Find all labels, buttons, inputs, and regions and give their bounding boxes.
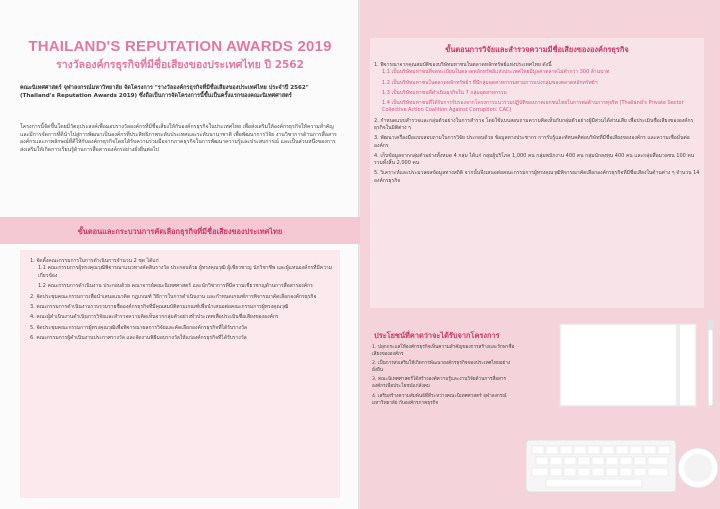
page-subtitle: รางวัลองค์กรธุรกิจที่มีชื่อเสียงของประเทศไทย ปี 2562 bbox=[56, 59, 304, 71]
list-item: 1.1 คณะกรรมการผู้ทรงคุณวุฒิพิจารณาแนวทางคัดสินรางวัล ประกอบด้วย ผู้ทรงคุณวุฒิ ผู้เชี่ยวชาญ นักวิชาชีพ และผู้แทนองค์กรที่มีความเกี่ยวข้อง bbox=[38, 265, 333, 279]
list-item: 5. จัดประชุมคณะกรรมการผู้ทรงคุณวุฒิเพื่อพิจารณาผลการวิจัยและคัดเลือกองค์กรธุรกิจที่ได้รับรางวัล bbox=[30, 324, 247, 331]
list-item: 1. ปลุกกระแสให้องค์กรธุรกิจเห็นความสำคัญของการสร้างและรักษาชื่อเสียงขององค์กร bbox=[372, 345, 515, 357]
list-item: 4. เก็บข้อมูลจากกลุ่มตัวอย่างทั้งหมด 4 กลุ่ม ได้แก่ กลุ่มผู้บริโภค 1,000 คน กลุ่มพนักงาน 400 คน กลุ่มนักลงทุน 400 คน และกลุ่มสื่อมวลชน 100 คน รวมทั้งสิ้น 2,000 คน bbox=[374, 152, 695, 167]
keyboard-icon bbox=[526, 440, 676, 492]
list-item: 4. เสริมสร้างความสัมพันธ์ที่ดีระหว่างคณะนิเทศศาสตร์ จุฬาลงกรณ์มหาวิทยาลัย กับองค์กรภาคธุรกิจ bbox=[372, 393, 507, 406]
benefits-list bbox=[372, 345, 518, 410]
purpose-paragraph: โครงการนี้จัดขึ้นโดยมีวัตถุประสงค์เพื่อมอบรางวัลองค์กรที่มีชื่อเสียงให้กับองค์กรธุรกิจในประเทศไทย เพื่อส่งเสริมให้องค์กรธุรกิจให้ความสำคัญและมีการจัดการที่ดีนำไปสู่การพัฒนาเป็นองค์กรที่ประสิทธิภาพระดับประเทศและระดับนานาชาติ เพื่อพัฒนาการวิจัย งานวิชาการด้านการสื่อสารองค์กรและภาพลักษณ์ที่ดีให้กับองค์กรธุรกิจโดยได้รับความร่วมมือจากภาคธุรกิจในการพัฒนาความรู้และประสบการณ์ และเป็นส่วนหนึ่งของการส่งเสริมให้เกิดการเรียนรู้ด้านการสื่อสารองค์กรอย่างยั่งยืนต่อไป bbox=[20, 124, 337, 153]
steps-title: ขั้นตอนและกระบวนการคัดเลือกธุรกิจที่มีชื่อเสียงของประเทศไทย bbox=[77, 227, 283, 236]
list-item: 6. คณะกรรมการผู้ดำเนินงานประกาศรางวัล และจัดงานพิธีมอบรางวัลให้แก่องค์กรธุรกิจที่ได้รับรางวัล bbox=[30, 335, 247, 342]
pen-icon bbox=[708, 320, 713, 406]
list-item: 4. คณะผู้ดำเนินงานดำเนินการวิจัยและสำรวจความคิดเห็นจากกลุ่มตัวอย่างทั่วประเทศเพื่อประเมินชื่อเสียงขององค์กร bbox=[30, 314, 279, 321]
list-item: 2. กำหนดแบบสำรวจและกลุ่มตัวอย่างในการสำรวจ โดยใช้แบบสอบถามความคิดเห็นกับกลุ่มตัวอย่างผู้มีส่วนได้ส่วนเสีย เพื่อประเมินชื่อเสียงขององค์กรธุรกิจในมิติต่าง ๆ bbox=[374, 117, 694, 132]
list-item: 1. จัดตั้งคณะกรรมการในการดำเนินการจำนวน 2 ชุด ได้แก่ 1.1 คณะกรรมการผู้ทรงคุณวุฒิพิจารณาแนวทางคัดสินรางวัล ประกอบด้วย ผู้ทรงคุณวุฒิ ผู้เชี่ยวชาญ นักวิชาชีพ และผู้แทนองค์กรที่มีความเกี่ยวข้อง 1.2 คณะกรรมการดำเนินงาน ประกอบด้วย คณาจารย์คณะนิเทศศาสตร์ และนักวิชาการที่มีความเชี่ยวชาญด้านการสื่อสารองค์กร bbox=[30, 258, 333, 290]
list-item: 1. พิจารณาจากคุณสมบัติของบริษัทมหาชนในตลาดหลักทรัพย์แห่งประเทศไทย ดังนี้ 1.1 เป็นบริษัทมหาชนที่จดทะเบียนในตลาดหลักทรัพย์แห่งประเทศไทยมีมูลค่าตลาดไม่ต่ำกว่า 300 ล้านบาท 1.2 เป็นบริษัทมหาชนในตลาดหลักทรัพย์ฯ ที่มีกลุ่มอุตสาหกรรมตามการแบ่งกลุ่มของตลาดหลักทรัพย์ฯ 1.3 เป็นบริษัทมหาชนที่ดำเนินธุรกิจใน 7 กลุ่มอุตสาหกรรม 1.4 เป็นบริษัทมหาชนที่ได้รับการรับรองจากโครงการแนวร่วมปฏิบัติของภาคเอกชนไทยในการต่อต้านการทุจริต (Thailand's Private Sector Collective Action Coalition Against Corruption: CAC) bbox=[374, 62, 700, 115]
desk-illustration bbox=[526, 318, 720, 509]
list-item: 1.1 เป็นบริษัทมหาชนที่จดทะเบียนในตลาดหลักทรัพย์แห่งประเทศไทยมีมูลค่าตลาดไม่ต่ำกว่า 300 ล้านบาท bbox=[382, 69, 610, 76]
research-title: ขั้นตอนการวิจัยและสำรวจความมีชื่อเสียงขององค์กรธุรกิจ bbox=[445, 45, 629, 54]
steps-list bbox=[30, 258, 332, 346]
research-list bbox=[374, 62, 700, 188]
intro-paragraph: คณะนิเทศศาสตร์ จุฬาลงกรณ์มหาวิทยาลัย จัดโครงการ "รางวัลองค์กรธุรกิจที่มีชื่อเสียงของประเทศไทย ประจำปี 2562" (Thailand's Reputation Awards 2019) ซึ่งถือเป็นการจัดโครงการนี้ขึ้นเป็นครั้งแรกของคณะนิเทศศาสตร์ bbox=[20, 85, 309, 99]
benefits-title: ประโยชน์ที่คาดว่าจะได้รับจากโครงการ bbox=[374, 331, 500, 340]
list-item: 1.2 คณะกรรมการดำเนินงาน ประกอบด้วย คณาจารย์คณะนิเทศศาสตร์ และนักวิชาการที่มีความเชี่ยวชาญด้านการสื่อสารองค์กร bbox=[38, 283, 313, 290]
notebook-icon bbox=[560, 324, 696, 406]
list-item: 2. จัดประชุมคณะกรรมการเพื่อนำเสนอแนวคิด กฎเกณฑ์ วิธีการในการดำเนินงาน และกำหนดเกณฑ์การพิจารณาคัดเลือกองค์กรธุรกิจ bbox=[30, 293, 317, 300]
list-item: 3. พัฒนาเครื่องมือแบบสอบถามในการวิจัย ประกอบด้วย ข้อมูลทางประชากร การรับรู้และทัศนคติต่อบริษัทที่มีชื่อเสียงขององค์กร และความเชื่อมั่นต่อองค์กร bbox=[374, 135, 690, 149]
list-item: 2. เป็นการส่งเสริมให้เกิดการพัฒนาองค์กรธุรกิจของประเทศไทยอย่างยั่งยืน bbox=[372, 361, 511, 374]
coffee-cup-icon bbox=[678, 448, 718, 488]
list-item: 1.3 เป็นบริษัทมหาชนที่ดำเนินธุรกิจใน 7 กลุ่มอุตสาหกรรม bbox=[382, 89, 507, 96]
list-item: 3. คณะกรรมการดำเนินงานรวบรวมรายชื่อองค์กรธุรกิจที่มีคุณสมบัติตามเกณฑ์เพื่อนำเสนอต่อคณะกรรมการผู้ทรงคุณวุฒิ bbox=[30, 304, 289, 311]
list-item: 3. คณะนิเทศศาสตร์ได้สร้างองค์ความรู้และงานวิจัยด้านการสื่อสารองค์กรเพื่อประโยชน์แก่สังคม bbox=[372, 377, 507, 390]
list-item: 5. วิเคราะห์และประมวลผลข้อมูลทางสถิติ จากนั้นจึงเสนอต่อคณะกรรมการผู้ทรงคุณวุฒิพิจารณาคัดเลือกองค์กรธุรกิจที่มีชื่อเสียงในด้านต่าง ๆ จำนวน 14 องค์กรธุรกิจ bbox=[374, 170, 700, 184]
page-title: THAILAND'S REPUTATION AWARDS 2019 bbox=[28, 38, 332, 55]
list-item: 1.4 เป็นบริษัทมหาชนที่ได้รับการรับรองจากโครงการแนวร่วมปฏิบัติของภาคเอกชนไทยในการต่อต้านการทุจริต (Thailand's Private Sector Collective Action Coalition Against Corruption: CAC) bbox=[382, 100, 684, 114]
list-item: 1.2 เป็นบริษัทมหาชนในตลาดหลักทรัพย์ฯ ที่มีกลุ่มอุตสาหกรรมตามการแบ่งกลุ่มของตลาดหลักทรัพย์ฯ bbox=[382, 79, 598, 86]
steps-header-band bbox=[0, 217, 360, 244]
